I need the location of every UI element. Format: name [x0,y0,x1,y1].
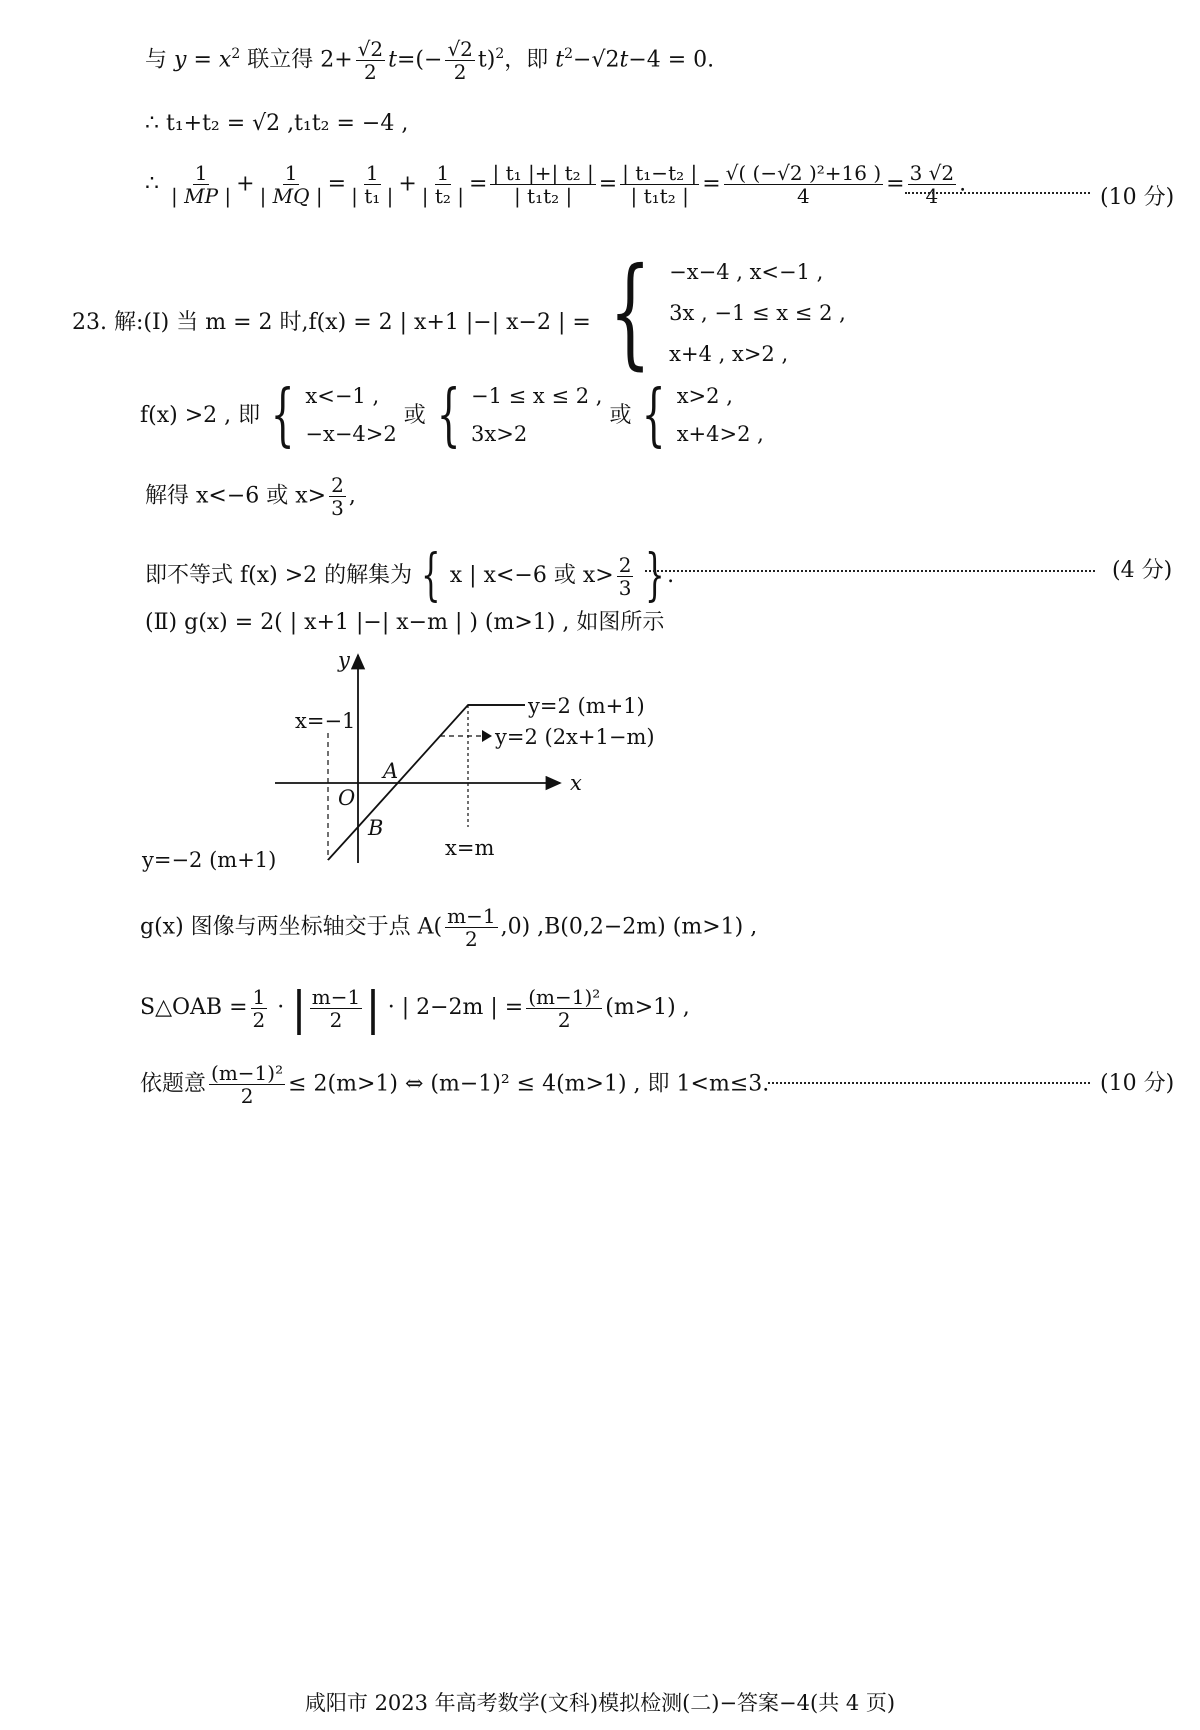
text: 2 [240,1084,254,1108]
text: | t₁ |+| t₂ | [492,161,594,185]
score-10-b: (10 分) [1100,1071,1175,1096]
text: (m−1)² [211,1061,284,1085]
text: −x−4>2 [305,421,397,446]
text: t [619,47,629,73]
text: 或 [403,402,426,428]
fraction [251,986,268,1031]
text: x<−1 , [305,384,380,408]
label-x-m: x=m [445,836,495,860]
text: 1 [284,161,298,185]
text: x | x<−6 或 x> [449,563,614,588]
text: = [327,171,347,197]
text: 3x , −1 ≤ x ≤ 2 , [669,300,846,325]
text: | t₁t₂ | [513,184,573,208]
graph-figure [140,645,740,885]
fraction [724,162,883,207]
cases [677,378,764,454]
y-axis-label: y [338,648,350,672]
score-4: (4 分) [1112,558,1173,583]
leader-dots [905,192,1090,194]
text: = [469,171,488,197]
fraction [310,986,362,1031]
text: 或 [609,402,632,428]
text: . [959,171,967,197]
text: −√2 [573,47,620,73]
text: 1 [365,161,379,185]
text: 1 [252,984,266,1009]
line-sum-product: ∴ t₁+t₂ = √2 ,t₁t₂ = −4 , [145,111,409,136]
text: g(x) 图像与两坐标轴交于点 A( [140,914,443,940]
label-y-bottom: y=−2 (m+1) [142,848,277,872]
text: x+4>2 , [676,421,764,446]
fraction [908,162,957,207]
text: f(x) >2 , 即 [140,402,261,428]
text: 即不等式 f(x) >2 的解集为 [145,563,413,588]
text: t [555,47,565,73]
origin-label: O [338,786,356,810]
fraction [445,38,474,83]
text: | t₁−t₂ | [622,161,698,185]
text: 2 [331,473,344,497]
point-a-label: A [383,759,399,783]
fraction [209,1062,285,1107]
text: ∴ [145,171,159,197]
text: 23. 解:(Ⅰ) 当 m = 2 时,f(x) = 2 | x+1 |−| x−2 | = [72,310,591,336]
text: | t₂ | [421,184,465,208]
text: 2 [453,60,467,84]
cases [669,252,846,375]
text: = [193,47,212,73]
label-x-neg1: x=−1 [295,709,356,733]
text: t) [477,47,496,73]
text: 2 [329,1007,343,1032]
text: 2 [464,927,478,951]
line-reciprocal-sum [145,162,966,207]
cases [471,378,602,454]
q23-area-line [140,981,690,1035]
text: | MQ | [259,184,323,208]
q23-piecewise-line [72,243,846,383]
label-y-mid: y=2 (2x+1−m) [495,725,655,749]
text: x+4 , x>2 , [669,341,789,366]
text: 与 [145,47,168,73]
text: 2 [495,46,505,63]
fraction [356,38,385,83]
fraction [420,162,466,207]
x-axis-label: x [570,771,582,795]
text: 联立得 2+ [247,47,353,73]
text: 3 [331,496,344,520]
leader-dots [768,1082,1090,1084]
text: 解得 x<−6 或 x> [145,483,327,509]
text: + [398,171,417,197]
q23-solution-set-line [145,543,675,608]
point-b-label: B [368,816,384,840]
abs-bar: | [291,981,307,1035]
fraction [490,162,595,207]
q23-systems-line [140,375,764,455]
text: −4 = 0. [628,47,715,73]
right-brace: } [645,543,666,608]
q23-part2-line: (Ⅱ) g(x) = 2( | x+1 |−| x−m | ) (m>1) , 如图所示 [145,610,665,635]
text: | t₁t₂ | [630,184,689,208]
text: · | 2−2m | = [387,995,524,1020]
line-substitution [145,38,714,83]
page-footer: 咸阳市 2023 年高考数学(文科)模拟检测(二)−答案−4(共 4 页) [304,1691,896,1715]
text: y [174,47,187,73]
text: · [277,995,285,1020]
text: = [598,171,618,197]
score-10-a: (10 分) [1100,185,1175,210]
text: 2 [564,46,574,63]
left-brace: { [421,543,441,608]
fraction [329,474,346,519]
text: 3x>2 [471,421,528,446]
fraction [349,162,395,207]
pointer-arrow-icon [482,730,492,742]
fraction [526,986,602,1031]
cases [305,378,396,454]
q23-intercepts-line [140,905,757,950]
text: (m−1)² [528,984,601,1009]
text: t [388,47,397,73]
text: (m>1) , [605,995,690,1020]
fraction [617,554,634,599]
fraction [445,905,497,950]
text: ,0) ,B(0,2−2m) (m>1) , [500,914,758,940]
text: ≤ 2(m>1) ⇔ (m−1)² ≤ 4(m>1) , 即 1<m≤3. [288,1071,770,1097]
text: √2 [447,37,473,61]
text: −1 ≤ x ≤ 2 , [471,384,603,408]
text: √( (−√2 )²+16 ) [725,161,882,185]
abs-bar: | [365,981,381,1035]
text: , [348,483,356,509]
text: 3 [618,575,632,600]
text: √2 [357,37,384,61]
left-brace: { [608,243,651,383]
fraction [169,162,233,207]
fraction [258,162,325,207]
text: 2 [231,46,241,63]
text: x>2 , [676,384,733,408]
text: =(− [396,47,443,73]
fraction [620,162,699,207]
text: 依题意 [140,1071,207,1097]
text: | MP | [171,184,232,208]
text: 4 [797,184,810,208]
text: 4 [925,184,939,208]
text: | t₁ | [351,184,394,208]
left-brace: { [642,375,666,455]
text: m−1 [447,904,496,928]
text: 1 [436,161,450,185]
left-brace: { [270,375,295,455]
text: 3 √2 [909,161,955,185]
leader-dots [645,570,1095,572]
left-brace: { [436,375,461,455]
q23-final-line [140,1062,769,1107]
text: 1 [194,161,208,185]
text: ，即 [504,47,556,73]
text: −x−4 , x<−1 , [669,260,824,284]
text: x [218,47,232,73]
text: 2 [364,60,377,84]
text: 2 [618,552,632,577]
text: m−1 [311,984,361,1009]
text: 2 [252,1007,266,1032]
text: = [702,171,721,197]
text: . [667,563,675,588]
label-y-top: y=2 (m+1) [528,694,645,718]
text: + [236,171,255,197]
text: 2 [557,1007,571,1032]
text: = [886,171,905,197]
text: S△OAB = [140,995,248,1020]
q23-solved-line [145,474,356,519]
